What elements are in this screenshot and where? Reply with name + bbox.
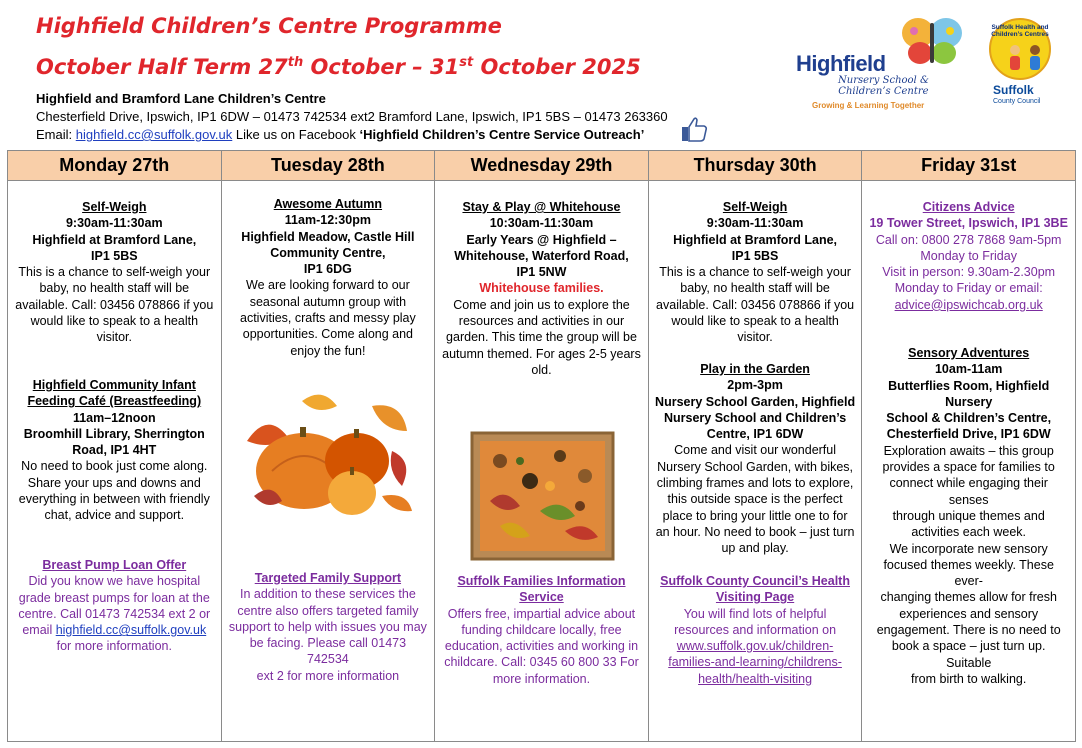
sensory-tray-image <box>470 431 615 561</box>
tuesday-awesome-autumn: Awesome Autumn 11am-12:30pm Highfield Meadow, Castle Hill Community Centre, IP1 6DG We are looking forward to our seasonal autumn group with activities, crafts and messy play opportunities. Come along and enjoy the fun! <box>240 197 416 358</box>
centres-address: Chesterfield Drive, Ipswich, IP1 6DW – 01473 742534 ext2 Bramford Lane, Ipswich, IP1 5BS – 01473 263360 <box>36 109 668 124</box>
children-icon <box>1005 42 1045 74</box>
page-title: Highfield Children’s Centre Programme <box>36 14 502 38</box>
monday-feeding-cafe: Highfield Community Infant Feeding Café (Breastfeeding) 11am–12noon Broomhill Library, Sherrington Road, IP1 4HT No need to book just come along. Share your ups and downs and everything in between with friendly chat, advice and support. <box>18 378 210 523</box>
centres-name: Highfield and Bramford Lane Children’s Centre <box>36 91 326 106</box>
butterfly-icon <box>900 15 964 67</box>
thursday-play-garden: Play in the Garden 2pm-3pm Nursery School Garden, Highfield Nursery School and Children’s Centre, IP1 6DW Come and visit our wonderful Nursery School Garden, with bikes, climbing frames and lots to explore, this outside space is the perfect place to bring your little one to for an hour. No need to book – just turn up and play. <box>655 362 856 556</box>
monday-breast-pump: Breast Pump Loan Offer Did you know we have hospital grade breast pumps for loan at the centre. Call 01473 742534 ext 2 or email highfield.cc@suffolk.gov.uk for more information. <box>18 558 211 654</box>
day-header-monday: Monday 27th <box>8 151 222 181</box>
citizens-advice-email-link[interactable]: advice@ipswichcab.org.uk <box>894 297 1043 312</box>
day-header-tuesday: Tuesday 28th <box>221 151 435 181</box>
day-header-friday: Friday 31st <box>862 151 1076 181</box>
highfield-logo: Highfield Nursery School & Children’s Centre Growing & Learning Together <box>790 15 970 110</box>
day-header-wednesday: Wednesday 29th <box>435 151 649 181</box>
wednesday-stay-play: Stay & Play @ Whitehouse 10:30am-11:30am Early Years @ Highfield – Whitehouse, Waterford Road, IP1 5NW Whitehouse families. Come and join us to explore the resources and activities in our garden. This time the group will be autumn themed. For ages 2-5 years old. <box>442 200 641 377</box>
friday-sensory-adventures: Sensory Adventures 10am-11am Butterflies Room, Highfield Nursery School & Children’s Centre, Chesterfield Drive, IP1 6DW Exploration awaits – this group provides a space for families to connect while engaging their senses through unique themes and activities each week. We incorporate new sensory focused themes weekly. These ever- changing themes allow for fresh experiences and sensory engagement. There is no need to book a space – just turn up. Suitable from birth to walking. <box>876 346 1061 686</box>
thursday-self-weigh: Self-Weigh 9:30am-11:30am Highfield at Bramford Lane, IP1 5BS This is a chance to self-weigh your baby, no health staff will be available. Call: 03456 078866 if you would like to speak to a health visitor. <box>656 200 855 345</box>
monday-self-weigh: Self-Weigh 9:30am-11:30am Highfield at Bramford Lane, IP1 5BS This is a chance to self-weigh your baby, no health staff will be available. Call: 03456 078866 if you would like to speak to a health visitor. <box>15 200 214 345</box>
wednesday-families-info: Suffolk Families Information Service Offers free, impartial advice about funding childcare locally, free education, activities and working in childcare. Call: 0345 60 800 33 For more information. <box>444 574 639 686</box>
contact-line: Email: highfield.cc@suffolk.gov.uk Like us on Facebook ‘Highfield Children’s Centre Service Outreach’ <box>36 127 645 142</box>
suffolk-logo: Suffolk Health and Children’s Centres Suffolk County Council <box>985 18 1055 108</box>
tuesday-targeted-support: Targeted Family Support In addition to these services the centre also offers targeted family support to help with issues you may be facing. Please call 01473 742534 ext 2 for more information <box>228 571 427 683</box>
thursday-health-visiting: Suffolk County Council’s Health Visiting Page You will find lots of helpful resources and information on www.suffolk.gov.uk/children- families-and-learning/childrens- health/health-visiting <box>649 573 862 687</box>
breast-pump-email-link[interactable]: highfield.cc@suffolk.gov.uk <box>55 623 207 638</box>
monday-cell <box>8 181 222 742</box>
health-visiting-link[interactable]: www.suffolk.gov.uk/children- families-and-learning/childrens- health/health-visiting <box>668 639 842 686</box>
wednesday-cell <box>435 181 649 742</box>
email-link[interactable]: highfield.cc@suffolk.gov.uk <box>75 127 233 142</box>
friday-citizens-advice: Citizens Advice 19 Tower Street, Ipswich, IP1 3BE Call on: 0800 278 7868 9am-5pm Monday to Friday Visit in person: 9.30am-2.30pm Monday to Friday or email: advice@ipswichcab.org.uk <box>869 200 1068 312</box>
page-subtitle: October Half Term 27th October – 31st October 2025 <box>36 55 641 79</box>
facebook-like-icon[interactable] <box>680 115 708 143</box>
tuesday-cell <box>221 181 435 742</box>
friday-cell <box>862 181 1076 742</box>
day-header-thursday: Thursday 30th <box>648 151 862 181</box>
facebook-name: ‘Highfield Children’s Centre Service Outreach’ <box>359 127 645 142</box>
pumpkins-illustration <box>242 381 417 521</box>
programme-table <box>7 150 1076 742</box>
thursday-cell <box>648 181 862 742</box>
